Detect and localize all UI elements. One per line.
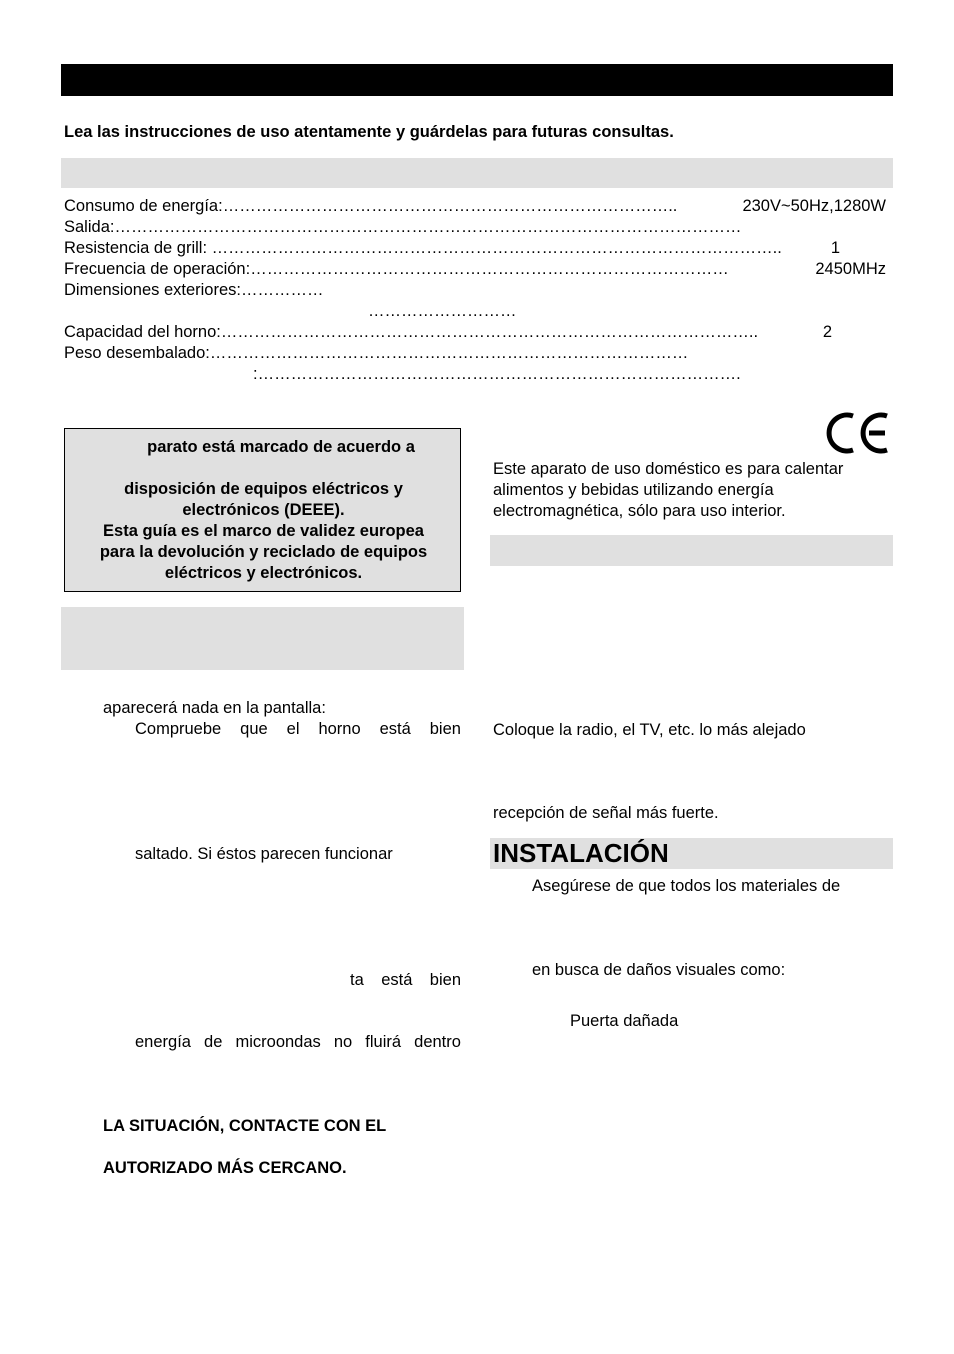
word: bien xyxy=(429,971,461,989)
weee-line: Esta guía es el marco de validez europea xyxy=(103,522,424,540)
left-text-line-justified xyxy=(135,1032,461,1053)
weee-notice-box xyxy=(64,428,461,592)
word: dentro xyxy=(414,1033,461,1051)
word: está xyxy=(381,971,413,989)
word: energía xyxy=(135,1033,191,1051)
spec-label: Salida: xyxy=(64,218,115,236)
spec-dots: ……………………… xyxy=(368,302,517,320)
word: fluirá xyxy=(365,1033,402,1051)
spec-label: Capacidad del horno: xyxy=(64,323,221,341)
left-text-line: AUTORIZADO MÁS CERCANO. xyxy=(103,1159,347,1177)
word: está xyxy=(379,720,411,738)
spec-dots: …………… xyxy=(241,281,324,299)
word: de xyxy=(204,1033,223,1051)
left-text-line: LA SITUACIÓN, CONTACTE CON EL xyxy=(103,1117,387,1135)
spec-row xyxy=(253,364,793,385)
right-text-line: Puerta dañada xyxy=(570,1012,679,1030)
weee-line: disposición de equipos eléctricos y xyxy=(124,480,403,498)
spec-dots: ……………………………………………………………………….. xyxy=(222,197,678,215)
word: no xyxy=(333,1033,353,1051)
left-section-bar xyxy=(61,607,464,670)
word: bien xyxy=(429,720,461,738)
spec-row xyxy=(64,322,832,343)
word: que xyxy=(240,720,268,738)
spec-label: Frecuencia de operación: xyxy=(64,260,251,278)
installation-heading: INSTALACIÓN xyxy=(493,838,669,868)
right-section-bar xyxy=(490,535,893,566)
spec-row xyxy=(64,259,886,280)
spec-dots: …………………………………………………………………………… xyxy=(209,344,689,362)
spec-row xyxy=(64,238,840,259)
right-text-line: Asegúrese de que todos los materiales de xyxy=(532,877,841,895)
spec-value: 230V~50Hz,1280W xyxy=(742,197,886,215)
weee-line: parato está marcado de acuerdo a xyxy=(147,438,415,456)
weee-line: para la devolución y reciclado de equipos xyxy=(99,543,428,561)
header-bar xyxy=(61,64,893,96)
weee-line: electrónicos (DEEE). xyxy=(182,501,345,519)
spec-dots: …………………………………………………………………………………………………… xyxy=(114,218,742,236)
spec-value: 2450MHz xyxy=(815,260,886,278)
word: ta xyxy=(350,971,364,989)
spec-row xyxy=(64,217,830,238)
spec-dots: …………………………………………………………………………… xyxy=(250,260,729,278)
word: Compruebe xyxy=(135,720,222,738)
spec-value: 1 xyxy=(830,239,840,257)
spec-dots: …………………………………………………………………………………….. xyxy=(220,323,759,341)
spec-label: Dimensiones exteriores: xyxy=(64,281,241,299)
weee-line: eléctricos y electrónicos. xyxy=(164,564,363,582)
word: horno xyxy=(318,720,361,738)
right-text-line: en busca de daños visuales como: xyxy=(532,961,786,979)
left-text-line-justified xyxy=(135,719,461,740)
left-text-line-justified xyxy=(350,970,461,991)
right-text-line: recepción de señal más fuerte. xyxy=(493,804,719,822)
spec-row xyxy=(64,196,886,217)
right-intro-line: alimentos y bebidas utilizando energía xyxy=(493,481,774,499)
ce-mark-icon xyxy=(825,410,891,456)
spec-row xyxy=(368,301,538,322)
spec-label: Resistencia de grill: xyxy=(64,239,212,257)
right-text-line: Coloque la radio, el TV, etc. lo más alejado xyxy=(493,721,806,739)
spec-label: Peso desembalado: xyxy=(64,344,210,362)
spec-dots: ………………………………………………………………………………………….. xyxy=(211,239,782,257)
spec-row xyxy=(64,343,754,364)
spec-value: 2 xyxy=(822,323,832,341)
word: microondas xyxy=(235,1033,321,1051)
right-intro-line: electromagnética, sólo para uso interior. xyxy=(493,502,786,520)
right-intro-line: Este aparato de uso doméstico es para calentar xyxy=(493,460,844,478)
left-text-line: aparecerá nada en la pantalla: xyxy=(103,699,326,717)
left-text-line: saltado. Si éstos parecen funcionar xyxy=(135,845,393,863)
spec-row xyxy=(64,280,364,301)
spec-dots: :……………………………………………………………………………. xyxy=(253,365,741,383)
intro-text: Lea las instrucciones de uso atentamente y guárdelas para futuras consultas. xyxy=(64,123,674,141)
spec-label: Consumo de energía: xyxy=(64,197,223,215)
word: el xyxy=(286,720,300,738)
specs-heading-bar xyxy=(61,158,893,188)
